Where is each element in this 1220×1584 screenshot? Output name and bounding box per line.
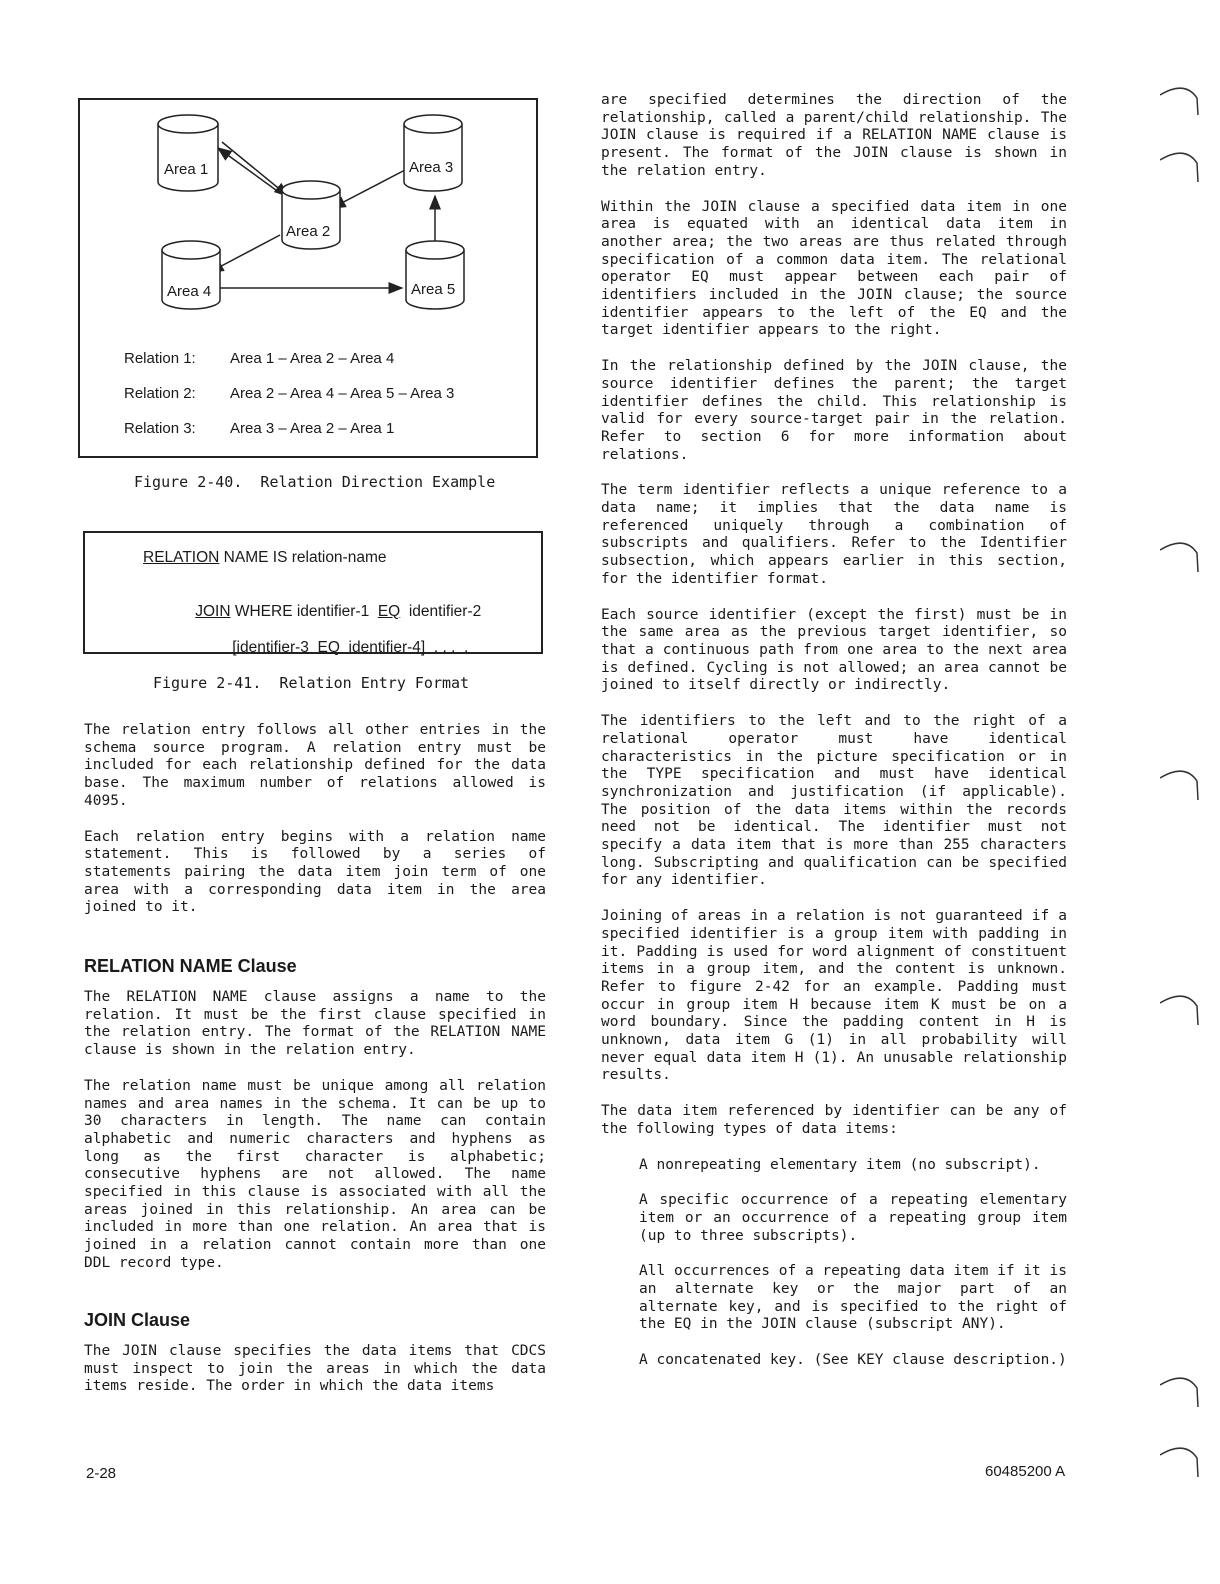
binder-hole-mark (1160, 996, 1198, 1025)
paragraph: are specified determines the direction of the relationship, called a parent/child relationship. The JOIN clause is required if a RELATION NAME clause is present. The format of the JOIN clause is shown in the relation entry. (601, 92, 1067, 179)
binder-hole-mark (1160, 1378, 1198, 1407)
area-3-label: Area 3 (409, 159, 454, 176)
paragraph: Within the JOIN clause a specified data item in one area is equated with an identical data item in another area; the two areas are thus related through specification of a common data item. The relational operator EQ must appear between each pair of identifiers included in the JOIN clause; the source identifier appears to the left of the EQ and the target identifier appears to the right. (601, 198, 1067, 339)
left-column-block-3 (84, 1343, 546, 1396)
keyword-relation: RELATION (143, 549, 220, 566)
heading-relation-name-clause: RELATION NAME Clause (84, 956, 297, 976)
list-item: All occurrences of a repeating data item if it is an alternate key or the major part of an alternate key, and is specified to the right of the EQ in the JOIN clause (subscript ANY). (639, 1263, 1067, 1333)
figure-2-40-caption: Figure 2-40. Relation Direction Example (134, 473, 496, 491)
arrow-area2-to-area1 (218, 148, 280, 193)
heading-join-clause: JOIN Clause (84, 1310, 191, 1330)
paragraph: The JOIN clause specifies the data items that CDCS must inspect to join the areas in which the data items reside. The order in which the data items (84, 1343, 546, 1395)
paragraph: The RELATION NAME clause assigns a name to the relation. It must be the first clause specified in the relation entry. The format of the RELATION NAME clause is shown in the relation entry. (84, 989, 546, 1059)
arrow-area3-to-area2 (332, 170, 405, 208)
figure-2-41-box (83, 531, 543, 654)
binder-hole-mark (1160, 153, 1198, 182)
format-line-2-mid: WHERE identifier-1 (230, 603, 378, 620)
relation-direction-diagram (80, 100, 536, 340)
cylinder-area5 (406, 241, 464, 309)
relation-2-label: Relation 2: (124, 385, 196, 402)
format-line-optional (215, 621, 468, 675)
binder-hole-marks (1160, 0, 1220, 1584)
format-line-1-rest: NAME IS relation-name (219, 549, 387, 566)
left-column-block-2 (84, 989, 546, 1273)
paragraph: The data item referenced by identifier can be any of the following types of data items: (601, 1103, 1067, 1137)
paragraph: Each relation entry begins with a relation name statement. This is followed by a series of statements pairing the data item join term of one area with a corresponding data item in the area joined to it. (84, 828, 546, 916)
binder-hole-mark (1160, 88, 1198, 115)
paragraph: The term identifier reflects a unique reference to a data name; it implies that the data name is referenced uniquely through a combination of subscripts and qualifiers. Refer to the Identifier subsection, which appears earlier in this section, for the identifier format. (601, 482, 1067, 587)
relation-1-label: Relation 1: (124, 350, 196, 367)
cylinder-area1 (158, 115, 218, 191)
format-line-2-rest: identifier-2 (400, 603, 482, 620)
format-line-relation-name (143, 549, 387, 567)
area-1-label: Area 1 (164, 161, 209, 178)
list-item: A concatenated key. (See KEY clause description.) (639, 1352, 1067, 1369)
figure-2-40-box (78, 98, 538, 458)
format-line-3-pre: [identifier-3 (232, 639, 318, 656)
paragraph: The relation name must be unique among all relation names and area names in the schema. It can be up to 30 characters in length. The name can contain alphabetic and numeric characters and hyphens as long as the first character is alphabetic; consecutive hyphens are not allowed. The name specified in this clause is associated with all the areas joined in this relationship. An area can be included in more than one relation. An area that is joined in a relation cannot contain more than one DDL record type. (84, 1077, 546, 1271)
binder-hole-mark (1160, 543, 1198, 572)
relation-2-path: Area 2 – Area 4 – Area 5 – Area 3 (230, 385, 455, 402)
figure-2-41-caption: Figure 2-41. Relation Entry Format (153, 674, 470, 692)
keyword-join: JOIN (195, 603, 231, 620)
list-item: A specific occurrence of a repeating elementary item or an occurrence of a repeating group item (up to three subscripts). (639, 1192, 1067, 1244)
keyword-eq-2: EQ (317, 639, 340, 656)
page-number: 2-28 (86, 1465, 117, 1482)
area-2-label: Area 2 (286, 223, 331, 240)
relation-3-path: Area 3 – Area 2 – Area 1 (230, 420, 395, 437)
format-line-3-rest: identifier-4] . . . . (339, 639, 469, 656)
cylinder-area3 (404, 115, 462, 191)
document-number: 60485200 A (985, 1463, 1066, 1480)
relation-1-path: Area 1 – Area 2 – Area 4 (230, 350, 395, 367)
arrow-area1-to-area2 (222, 142, 288, 196)
list-item: A nonrepeating elementary item (no subscript). (639, 1156, 1041, 1173)
area-4-label: Area 4 (167, 283, 212, 300)
right-column (601, 92, 1067, 1370)
paragraph: Each source identifier (except the first) must be in the same area as the previous target identifier, so that a continuous path from one area to the next area is defined. Cycling is not allowed; an area cannot be joined to itself directly or indirectly. (601, 606, 1067, 694)
paragraph: The identifiers to the left and to the right of a relational operator must have identical characteristics in the picture specification or in the TYPE specification and must have identical synchronization and justification (if applicable). The position of the data items within the records need not be identical. The identifier must not specify a data item that is more than 255 characters long. Subscripting and qualification can be specified for any identifier. (601, 713, 1067, 889)
paragraph: Joining of areas in a relation is not guaranteed if a specified identifier is a group item with padding in it. Padding is used for word alignment of constituent items in a group item, and the content is unknown. Refer to figure 2-42 for an example. Padding must occur in group item H because item K must be on a word boundary. Since the padding content in H is unknown, data item G (1) in all probability will never equal data item H (1). An unusable relationship results. (601, 908, 1067, 1084)
paragraph: In the relationship defined by the JOIN clause, the source identifier defines the parent; the target identifier defines the child. This relationship is valid for every source-target pair in the relation. Refer to section 6 for more information about relations. (601, 358, 1067, 463)
paragraph: The relation entry follows all other entries in the schema source program. A relation entry must be included for each relationship defined for the data base. The maximum number of relations allowed is 4095. (84, 722, 546, 809)
relation-3-label: Relation 3: (124, 420, 196, 437)
binder-hole-mark (1160, 771, 1198, 800)
binder-hole-mark (1160, 1448, 1198, 1477)
keyword-eq-1: EQ (377, 603, 401, 620)
left-column-block-1 (84, 722, 546, 917)
area-5-label: Area 5 (411, 281, 456, 298)
